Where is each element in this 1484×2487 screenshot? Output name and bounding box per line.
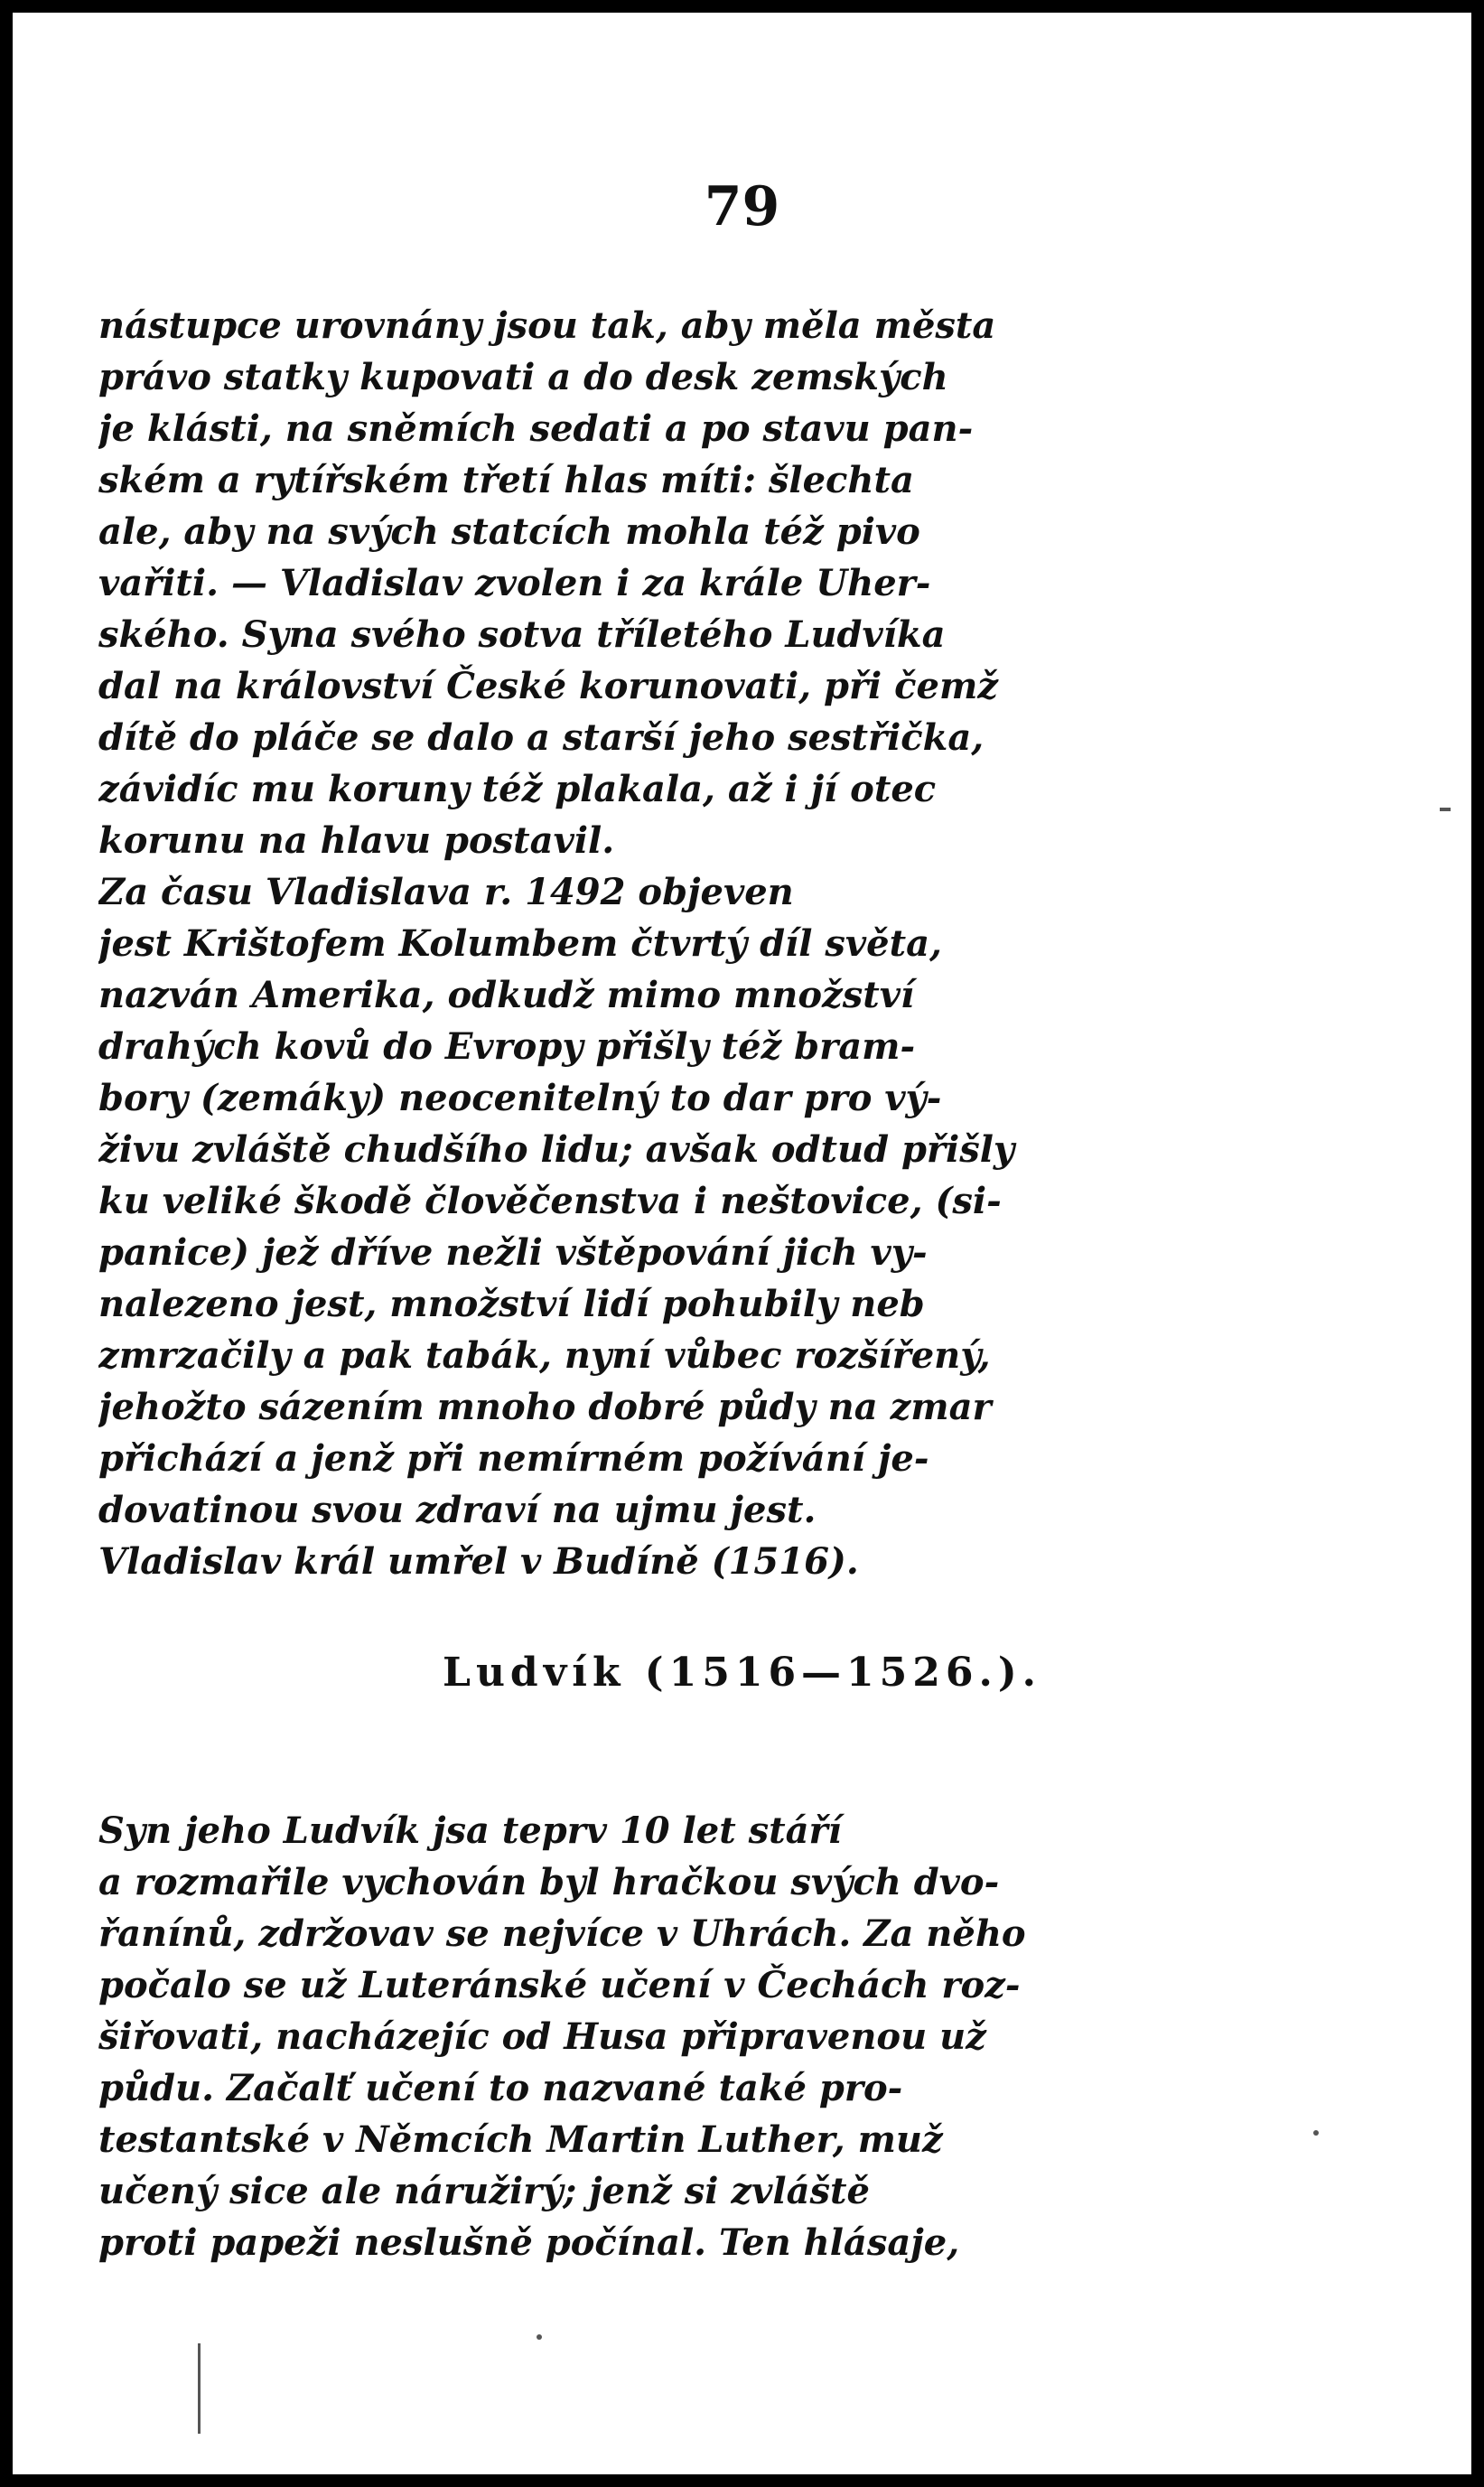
page-number: 79: [704, 175, 780, 238]
stray-mark: [1313, 2130, 1319, 2136]
text-line: Za času Vladislava r. 1492 objeven: [98, 871, 794, 913]
text-line: ského. Syna svého sotva tříletého Ludvíka: [98, 613, 946, 656]
stray-mark: [537, 2334, 542, 2340]
text-line: vařiti. — Vladislav zvolen i za krále Uher-: [98, 562, 931, 604]
text-line: učený sice ale náružirý; jenž si zvláště: [98, 2170, 870, 2212]
stray-mark: [1440, 808, 1451, 811]
text-line: počalo se už Luteránské učení v Čechách roz-: [98, 1964, 1021, 2006]
text-line: závidíc mu koruny též plakala, až i jí otec: [98, 768, 937, 810]
stray-mark: [198, 2343, 201, 2434]
section-heading: Ludvík (1516—1526.).: [443, 1650, 1041, 1696]
text-line: jehožto sázením mnoho dobré půdy na zmar: [98, 1386, 992, 1428]
text-line: řanínů, zdržovav se nejvíce v Uhrách. Za něho: [98, 1912, 1026, 1955]
text-line: ale, aby na svých statcích mohla též pivo: [98, 510, 920, 553]
text-line: je klásti, na sněmích sedati a po stavu pan-: [98, 407, 974, 450]
text-line: a rozmařile vychován byl hračkou svých dvo-: [98, 1861, 1000, 1903]
text-line: právo statky kupovati a do desk zemských: [98, 356, 948, 398]
text-line: drahých kovů do Evropy přišly též bram-: [98, 1025, 916, 1068]
text-block-bottom: [98, 1805, 1255, 2268]
text-line: šiřovati, nacházejíc od Husa připravenou už: [98, 2015, 986, 2058]
text-line: panice) jež dříve nežli vštěpování jich vy-: [98, 1231, 928, 1274]
text-line: půdu. Začalť učení to nazvané také pro-: [98, 2067, 903, 2109]
text-line: ku veliké škodě člověčenstva i neštovice, (si-: [98, 1180, 1002, 1222]
text-line: proti papeži neslušně počínal. Ten hlásaje,: [98, 2221, 960, 2264]
text-line: jest Krištofem Kolumbem čtvrtý díl světa,: [98, 922, 942, 965]
text-line: přichází a jenž při nemírném požívání je-: [98, 1437, 929, 1480]
text-line: testantské v Němcích Martin Luther, muž: [98, 2118, 943, 2161]
text-line: živu zvláště chudšího lidu; avšak odtud přišly: [98, 1128, 1015, 1171]
text-block-top: [98, 300, 1255, 1587]
text-line: Vladislav král umřel v Budíně (1516).: [98, 1540, 859, 1583]
text-line: nalezeno jest, množství lidí pohubily neb: [98, 1283, 925, 1325]
text-line: Syn jeho Ludvík jsa teprv 10 let stáří: [98, 1809, 842, 1852]
text-line: dal na království České korunovati, při čemž: [98, 665, 999, 707]
text-line: ském a rytířském třetí hlas míti: šlechta: [98, 459, 914, 501]
text-line: bory (zemáky) neocenitelný to dar pro vý-: [98, 1077, 942, 1119]
text-line: dítě do pláče se dalo a starší jeho sestřička,: [98, 716, 985, 759]
text-line: dovatinou svou zdraví na ujmu jest.: [98, 1489, 817, 1531]
text-line: nazván Amerika, odkudž mimo množství: [98, 974, 915, 1016]
text-line: korunu na hlavu postavil.: [98, 819, 615, 862]
text-line: zmrzačily a pak tabák, nyní vůbec rozšířený,: [98, 1334, 991, 1377]
book-page: [13, 13, 1471, 2474]
text-line: nástupce urovnány jsou tak, aby měla města: [98, 304, 996, 347]
